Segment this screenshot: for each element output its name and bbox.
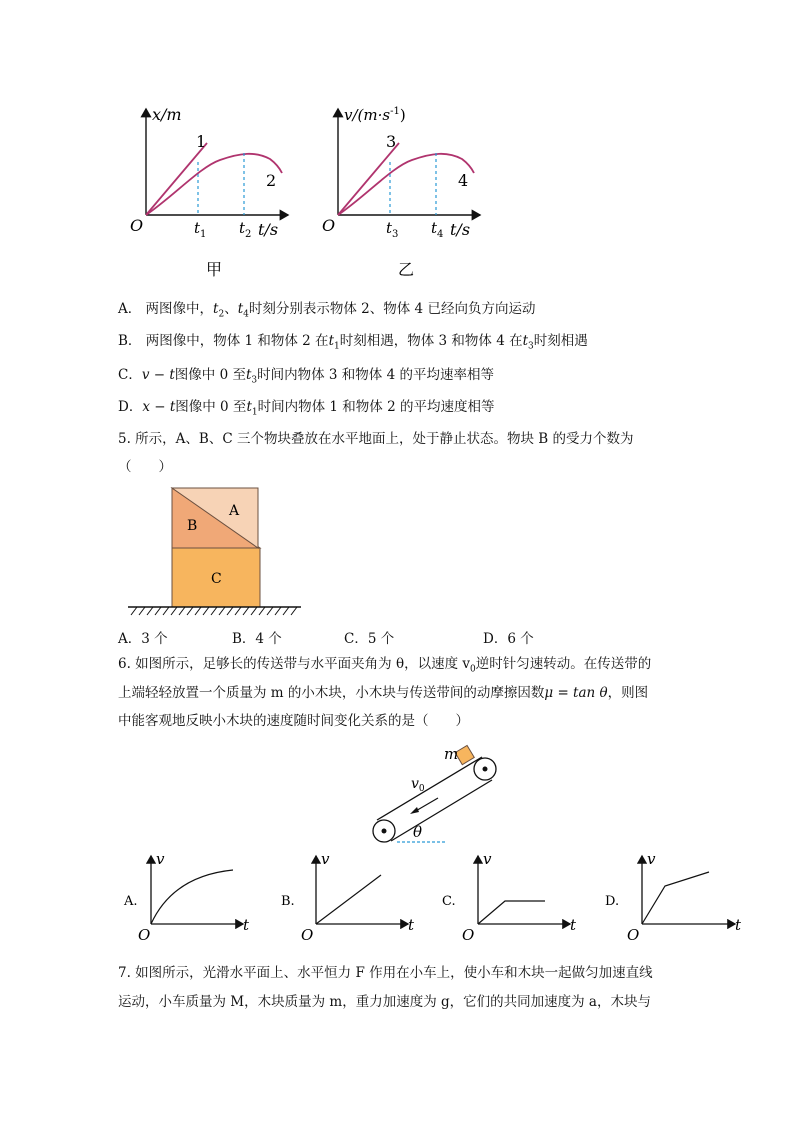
option-a-sep: 、 — [224, 301, 238, 317]
velocity-arrowhead — [410, 807, 419, 814]
option-d-mid: 图像中 0 至 — [175, 399, 247, 415]
option-b-mid: 时刻相遇，物体 3 和物体 4 在 — [339, 333, 523, 349]
vt-curve-4 — [338, 154, 474, 215]
q6-text-1b: 逆时针匀速转动。在传送带的 — [475, 656, 652, 672]
q7-stem-line-2: 运动，小车质量为 M，木块质量为 m，重力加速度为 g，它们的共同加速度为 a，木块与 — [118, 994, 651, 1010]
xt-origin: O — [130, 216, 144, 235]
motion-graphs-figure — [120, 95, 490, 290]
option-d-rest: 时间内物体 1 和物体 2 的平均速度相等 — [257, 399, 495, 415]
roller-top-axle — [483, 767, 488, 772]
q5-option-b: B．4 个 — [232, 631, 282, 647]
block-a-label: A — [229, 503, 240, 519]
graph-a-letter: A. — [124, 894, 138, 909]
vt-tick-t4: $t_4$ — [431, 219, 444, 240]
xt-y-label: x/m — [152, 105, 182, 124]
v0-sub: 0 — [470, 664, 476, 675]
graph-c-o: O — [462, 926, 475, 944]
option-b-rest: 时刻相遇 — [533, 333, 588, 349]
option-a-rest: 时刻分别表示物体 2、物体 4 已经向负方向运动 — [248, 301, 536, 317]
q5-option-c: C．5 个 — [344, 631, 395, 647]
q6-text-2b: ，则图 — [607, 685, 649, 701]
q5-option-a: A．3 个 — [118, 631, 168, 647]
vt-graph — [322, 106, 480, 279]
belt-bottom — [391, 780, 492, 841]
q5-stem-line-1: 5. 所示，A、B、C 三个物块叠放在水平地面上，处于静止状态。物块 B 的受力个数为 — [118, 431, 634, 447]
xt-graph — [130, 105, 288, 279]
graph-d-letter: D. — [605, 894, 620, 909]
graph-b-v: v — [321, 850, 330, 868]
t4-sub: 4 — [243, 309, 249, 320]
mu-expression: μ = tan θ — [544, 685, 608, 701]
xt-symbol: x − t — [142, 399, 176, 415]
graph-a-o: O — [138, 926, 151, 944]
graph-b-line — [316, 875, 381, 924]
q5-stem-line-2: （ ） — [118, 459, 172, 475]
stacked-blocks-figure — [125, 485, 305, 620]
q6-text-2: 上端轻轻放置一个质量为 m 的小木块，小木块与传送带间的动摩擦因数 — [118, 685, 545, 701]
q6-stem-line-2 — [118, 684, 648, 702]
conveyor-belt-figure — [364, 740, 514, 850]
q6-stem-line-3: 中能客观地反映小木块的速度随时间变化关系的是（ ） — [118, 713, 469, 729]
q7-stem-line-1: 7. 如图所示，光滑水平面上、水平恒力 F 作用在小车上，使小车和木块一起做匀加速直线 — [118, 965, 653, 981]
vt-symbol: v − t — [141, 367, 175, 383]
velocity-label: $v_0$ — [411, 776, 425, 794]
t3-sub: 3 — [528, 341, 534, 352]
graph-b-t: t — [408, 916, 415, 934]
q6-stem-line-1 — [118, 655, 651, 679]
graph-d-line — [642, 872, 709, 924]
block-c-label: C — [211, 571, 222, 587]
xt-curve-label-2: 2 — [266, 171, 277, 190]
option-a-text: A． 两图像中， — [118, 301, 214, 317]
option-c-text: C． — [118, 367, 142, 383]
t3-sub: 3 — [251, 375, 258, 386]
t2-sub: 2 — [218, 309, 225, 320]
graph-d-t: t — [735, 916, 742, 934]
t1-sub: 1 — [334, 341, 340, 352]
t1-symbol: t — [328, 333, 334, 349]
graph-c-line — [478, 901, 545, 924]
q5-option-d: D．6 个 — [483, 631, 534, 647]
xt-caption: 甲 — [206, 260, 223, 279]
graph-d — [605, 850, 742, 944]
t4-symbol: t — [237, 301, 244, 317]
graph-b-o: O — [301, 926, 314, 944]
xt-tick-t2: $t_2$ — [239, 219, 252, 240]
q4-option-c — [118, 366, 494, 390]
mass-label: m — [444, 745, 459, 763]
t3-symbol: t — [522, 333, 529, 349]
roller-bottom-axle — [382, 829, 387, 834]
graph-a — [123, 850, 250, 944]
graph-d-o: O — [627, 926, 640, 944]
graph-c — [442, 850, 577, 944]
vt-tick-t3: $t_3$ — [386, 219, 399, 240]
belt-top — [377, 757, 482, 820]
graph-c-t: t — [570, 916, 577, 934]
graph-b-letter: B. — [281, 894, 295, 909]
vt-curve-label-4: 4 — [458, 171, 469, 190]
graph-a-v: v — [156, 850, 165, 868]
theta-label: θ — [413, 823, 423, 841]
q4-option-a — [118, 300, 535, 324]
xt-x-label: t/s — [258, 220, 279, 239]
vt-y-label: $v/(m\cdot s^{-1})$ — [344, 106, 406, 124]
graph-d-v: v — [647, 850, 656, 868]
graph-b — [281, 850, 415, 944]
vt-x-label: t/s — [450, 220, 471, 239]
option-b-text: B． 两图像中，物体 1 和物体 2 在 — [118, 333, 329, 349]
option-d-text: D． — [118, 399, 143, 415]
vt-curve-label-3: 3 — [386, 132, 397, 151]
vt-caption: 乙 — [398, 260, 415, 279]
q4-option-d — [118, 398, 494, 422]
block-b-label: B — [187, 518, 198, 534]
ground-hatch — [131, 607, 297, 615]
graph-c-letter: C. — [442, 894, 456, 909]
t2-symbol: t — [213, 301, 219, 317]
vt-origin: O — [322, 216, 336, 235]
xt-curve-2 — [146, 154, 282, 215]
option-c-mid: 图像中 0 至 — [174, 367, 246, 383]
graph-a-curve — [151, 870, 233, 924]
xt-curve-label-1: 1 — [196, 132, 207, 151]
t1-symbol: t — [246, 399, 252, 415]
option-c-rest: 时间内物体 3 和物体 4 的平均速率相等 — [257, 367, 494, 383]
t3-symbol: t — [245, 367, 252, 383]
q4-option-b — [118, 332, 588, 356]
graph-c-v: v — [483, 850, 492, 868]
graph-a-t: t — [243, 916, 250, 934]
q6-answer-graphs — [118, 848, 758, 948]
t1-sub: 1 — [251, 407, 258, 418]
q6-text-1: 6. 如图所示，足够长的传送带与水平面夹角为 θ，以速度 v — [118, 656, 471, 672]
xt-tick-t1: $t_1$ — [194, 219, 207, 240]
